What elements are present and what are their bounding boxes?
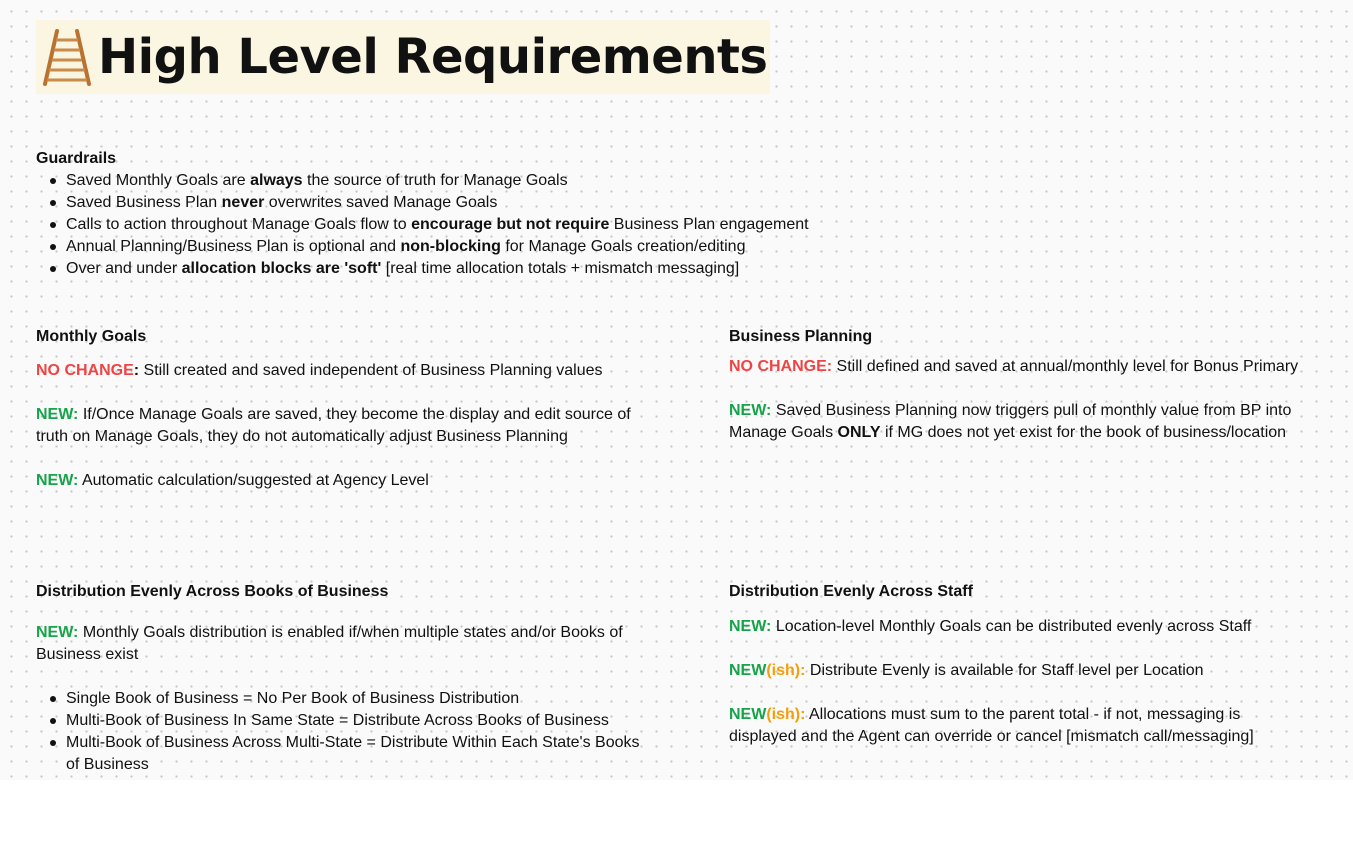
list-item: Multi-Book of Business Across Multi-State = Distribute Within Each State's Books of Business (66, 732, 651, 776)
ish-tag: (ish): (766, 706, 806, 723)
list-item (66, 236, 936, 258)
ladder-icon (40, 28, 94, 86)
list-item (66, 192, 936, 214)
item-text: the source of truth for Manage Goals (302, 172, 568, 189)
dist-books-list (36, 688, 651, 776)
list-item (66, 170, 936, 192)
dist-staff-section (729, 581, 1309, 748)
list-item (66, 214, 936, 236)
new-tag: NEW: (729, 618, 772, 635)
item-text: for Manage Goals creation/editing (500, 238, 746, 255)
guardrails-heading: Guardrails (36, 150, 117, 167)
business-planning-paragraph (729, 400, 1344, 444)
item-text: Over and under (66, 260, 182, 277)
list-item: Single Book of Business = No Per Book of Business Distribution (66, 688, 651, 710)
dist-staff-paragraph (729, 616, 1309, 638)
no-change-tag: NO CHANGE (36, 362, 134, 379)
list-item: Multi-Book of Business In Same State = Distribute Across Books of Business (66, 710, 651, 732)
paragraph-text: Monthly Goals distribution is enabled if/when multiple states and/or Books of Business exist (36, 624, 623, 663)
monthly-goals-paragraph (36, 360, 646, 382)
ish-tag: (ish): (766, 662, 806, 679)
paragraph-text: Saved Business Planning now triggers pull of monthly value from BP into Manage Goals (729, 402, 1292, 441)
item-emphasis: always (250, 172, 303, 189)
business-planning-section (729, 326, 1344, 444)
tag-colon: : (133, 362, 140, 379)
dist-books-paragraph (36, 622, 651, 666)
page-title-block (36, 20, 770, 94)
dist-staff-paragraph (729, 704, 1309, 748)
no-change-tag: NO CHANGE: (729, 358, 833, 375)
item-emphasis: allocation blocks are 'soft' (181, 260, 382, 277)
dist-books-section (36, 581, 651, 776)
item-text: Business Plan engagement (609, 216, 809, 233)
page-title: High Level Requirements (98, 29, 768, 85)
paragraph-text: Allocations must sum to the parent total - if not, messaging is displayed and the Agent can override or cancel [mismatch call/messaging] (729, 706, 1254, 745)
item-text: Saved Business Plan (66, 194, 222, 211)
dist-staff-heading: Distribution Evenly Across Staff (729, 583, 973, 600)
paragraph-text: Location-level Monthly Goals can be distributed evenly across Staff (771, 618, 1252, 635)
paragraph-text: Distribute Evenly is available for Staff level per Location (805, 662, 1204, 679)
monthly-goals-paragraph (36, 404, 646, 448)
paragraph-emphasis: ONLY (837, 424, 881, 441)
item-emphasis: non-blocking (400, 238, 501, 255)
paragraph-text: if MG does not yet exist for the book of business/location (880, 424, 1287, 441)
monthly-goals-section (36, 326, 646, 492)
paragraph-text: Still defined and saved at annual/monthly level for Bonus Primary (832, 358, 1299, 375)
guardrails-list (36, 170, 936, 280)
item-text: Saved Monthly Goals are (66, 172, 251, 189)
item-text: [real time allocation totals + mismatch messaging] (381, 260, 740, 277)
new-tag: NEW: (36, 624, 79, 641)
dist-books-heading: Distribution Evenly Across Books of Business (36, 583, 389, 600)
monthly-goals-paragraph (36, 470, 646, 492)
list-item (66, 258, 936, 280)
new-tag: NEW: (36, 406, 79, 423)
item-text: Annual Planning/Business Plan is optional and (66, 238, 401, 255)
paragraph-text: Automatic calculation/suggested at Agency Level (78, 472, 429, 489)
new-tag: NEW (729, 706, 767, 723)
item-text: overwrites saved Manage Goals (264, 194, 498, 211)
business-planning-paragraph (729, 356, 1344, 378)
item-emphasis: never (221, 194, 265, 211)
paragraph-text: Still created and saved independent of Business Planning values (139, 362, 603, 379)
new-tag: NEW (729, 662, 767, 679)
dist-staff-paragraph (729, 660, 1309, 682)
paragraph-text: If/Once Manage Goals are saved, they become the display and edit source of truth on Manage Goals, they do not automatically adjust Business Planning (36, 406, 631, 445)
new-tag: NEW: (729, 402, 772, 419)
item-emphasis: encourage but not require (411, 216, 610, 233)
guardrails-section (36, 148, 936, 280)
business-planning-heading: Business Planning (729, 328, 873, 345)
monthly-goals-heading: Monthly Goals (36, 328, 147, 345)
new-tag: NEW: (36, 472, 79, 489)
item-text: Calls to action throughout Manage Goals flow to (66, 216, 412, 233)
